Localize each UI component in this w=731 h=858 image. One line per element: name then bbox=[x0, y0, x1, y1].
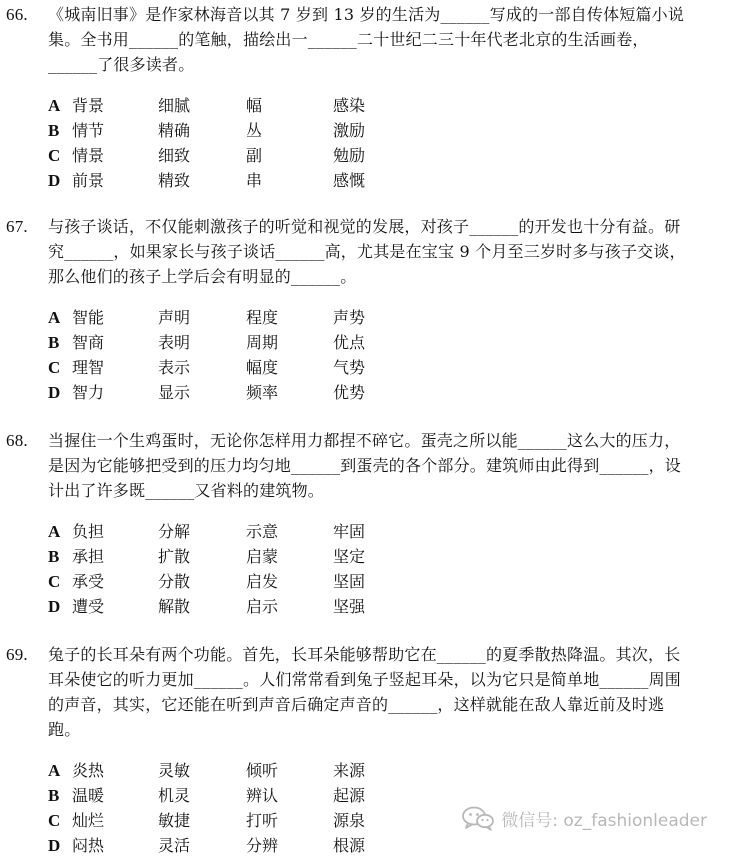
option-word: 源泉 bbox=[333, 811, 366, 830]
question-number: 68. bbox=[6, 431, 28, 450]
option-word: 背景 bbox=[72, 96, 105, 115]
option-letter: A bbox=[48, 308, 61, 327]
wechat-icon bbox=[461, 805, 495, 831]
option-letter: C bbox=[48, 146, 61, 165]
option-b bbox=[48, 330, 688, 355]
question-stem bbox=[6, 642, 688, 742]
option-word: 承担 bbox=[72, 547, 105, 566]
option-word: 串 bbox=[246, 171, 263, 190]
option-d bbox=[48, 594, 688, 619]
option-a bbox=[48, 93, 688, 118]
option-a bbox=[48, 519, 688, 544]
option-word: 细致 bbox=[158, 146, 191, 165]
option-word: 丛 bbox=[246, 121, 263, 140]
option-word: 精确 bbox=[158, 121, 191, 140]
option-a bbox=[48, 305, 688, 330]
option-word: 勉励 bbox=[333, 146, 366, 165]
option-word: 闷热 bbox=[72, 836, 105, 855]
option-word: 声势 bbox=[333, 308, 366, 327]
question-text: 当握住一个生鸡蛋时，无论你怎样用力都捏不碎它。蛋壳之所以能______这么大的压力，是因为它能够把受到的压力均匀地______到蛋壳的各个部分。建筑师由此得到______，设计出了许多既______又省料的建筑物。 bbox=[48, 431, 682, 500]
question-67 bbox=[6, 214, 688, 405]
option-c bbox=[48, 143, 688, 168]
question-stem bbox=[6, 214, 688, 289]
option-letter: A bbox=[48, 96, 61, 115]
option-word: 情节 bbox=[72, 121, 105, 140]
watermark bbox=[461, 803, 707, 833]
question-66 bbox=[6, 2, 688, 193]
option-word: 根源 bbox=[333, 836, 366, 855]
question-text: 兔子的长耳朵有两个功能。首先，长耳朵能够帮助它在______的夏季散热降温。其次，长耳朵使它的听力更加______。人们常常看到兔子竖起耳朵，以为它只是简单地______周围的声音，其实，它还能在听到声音后确定声音的______，这样就能在敌人靠近前及时逃跑。 bbox=[48, 645, 682, 739]
option-c bbox=[48, 569, 688, 594]
option-word: 示意 bbox=[246, 522, 279, 541]
option-word: 灿烂 bbox=[72, 811, 105, 830]
question-68 bbox=[6, 428, 688, 619]
option-word: 牢固 bbox=[333, 522, 366, 541]
question-stem bbox=[6, 428, 688, 503]
question-number: 67. bbox=[6, 217, 28, 236]
option-letter: C bbox=[48, 572, 61, 591]
option-word: 周期 bbox=[246, 333, 279, 352]
option-word: 激励 bbox=[333, 121, 366, 140]
option-letter: B bbox=[48, 547, 60, 566]
option-word: 细腻 bbox=[158, 96, 191, 115]
option-list bbox=[6, 93, 688, 193]
option-letter: D bbox=[48, 383, 61, 402]
option-letter: A bbox=[48, 761, 61, 780]
option-word: 气势 bbox=[333, 358, 366, 377]
option-word: 敏捷 bbox=[158, 811, 191, 830]
option-word: 来源 bbox=[333, 761, 366, 780]
option-word: 前景 bbox=[72, 171, 105, 190]
option-letter: A bbox=[48, 522, 61, 541]
option-list bbox=[6, 305, 688, 405]
option-word: 坚定 bbox=[333, 547, 366, 566]
option-word: 声明 bbox=[158, 308, 191, 327]
option-word: 感慨 bbox=[333, 171, 366, 190]
option-word: 坚强 bbox=[333, 597, 366, 616]
option-word: 优势 bbox=[333, 383, 366, 402]
question-text: 《城南旧事》是作家林海音以其 7 岁到 13 岁的生活为______写成的一部自传体短篇小说集。全书用______的笔触，描绘出一______二十世纪二三十年代老北京的生活画卷，______了很多读者。 bbox=[48, 5, 685, 74]
option-word: 打听 bbox=[246, 811, 279, 830]
option-letter: C bbox=[48, 358, 61, 377]
option-b bbox=[48, 544, 688, 569]
option-word: 程度 bbox=[246, 308, 279, 327]
option-word: 智力 bbox=[72, 383, 105, 402]
option-list bbox=[6, 519, 688, 619]
option-word: 温暖 bbox=[72, 786, 105, 805]
option-word: 理智 bbox=[72, 358, 105, 377]
option-word: 起源 bbox=[333, 786, 366, 805]
option-d bbox=[48, 168, 688, 193]
option-word: 显示 bbox=[158, 383, 191, 402]
question-stem bbox=[6, 2, 688, 77]
option-letter: B bbox=[48, 333, 60, 352]
option-word: 精致 bbox=[158, 171, 191, 190]
option-word: 承受 bbox=[72, 572, 105, 591]
option-word: 启发 bbox=[246, 572, 279, 591]
option-b bbox=[48, 118, 688, 143]
option-letter: B bbox=[48, 786, 60, 805]
option-word: 幅度 bbox=[246, 358, 279, 377]
option-word: 负担 bbox=[72, 522, 105, 541]
question-text: 与孩子谈话，不仅能刺激孩子的听觉和视觉的发展，对孩子______的开发也十分有益。研究______，如果家长与孩子谈话______高，尤其是在宝宝 9 个月至三岁时多与孩子交谈，那么他们的孩子上学后会有明显的______。 bbox=[48, 217, 686, 286]
option-word: 表示 bbox=[158, 358, 191, 377]
option-word: 情景 bbox=[72, 146, 105, 165]
option-word: 感染 bbox=[333, 96, 366, 115]
option-c bbox=[48, 355, 688, 380]
option-word: 解散 bbox=[158, 597, 191, 616]
option-word: 幅 bbox=[246, 96, 263, 115]
option-word: 坚固 bbox=[333, 572, 366, 591]
option-letter: D bbox=[48, 597, 61, 616]
option-word: 灵敏 bbox=[158, 761, 191, 780]
option-word: 分散 bbox=[158, 572, 191, 591]
option-word: 灵活 bbox=[158, 836, 191, 855]
option-letter: D bbox=[48, 171, 61, 190]
option-word: 分辨 bbox=[246, 836, 279, 855]
option-letter: D bbox=[48, 836, 61, 855]
option-word: 炎热 bbox=[72, 761, 105, 780]
option-d bbox=[48, 380, 688, 405]
option-word: 启示 bbox=[246, 597, 279, 616]
option-word: 倾听 bbox=[246, 761, 279, 780]
option-a bbox=[48, 758, 688, 783]
question-number: 69. bbox=[6, 645, 28, 664]
option-letter: C bbox=[48, 811, 61, 830]
option-word: 扩散 bbox=[158, 547, 191, 566]
option-word: 遭受 bbox=[72, 597, 105, 616]
option-word: 智商 bbox=[72, 333, 105, 352]
option-word: 智能 bbox=[72, 308, 105, 327]
option-word: 频率 bbox=[246, 383, 279, 402]
watermark-text: 微信号: oz_fashionleader bbox=[501, 810, 707, 831]
option-word: 启蒙 bbox=[246, 547, 279, 566]
option-word: 机灵 bbox=[158, 786, 191, 805]
option-d bbox=[48, 833, 688, 858]
option-word: 表明 bbox=[158, 333, 191, 352]
option-word: 优点 bbox=[333, 333, 366, 352]
option-word: 分解 bbox=[158, 522, 191, 541]
option-word: 辨认 bbox=[246, 786, 279, 805]
option-letter: B bbox=[48, 121, 60, 140]
question-number: 66. bbox=[6, 5, 28, 24]
option-word: 副 bbox=[246, 146, 263, 165]
